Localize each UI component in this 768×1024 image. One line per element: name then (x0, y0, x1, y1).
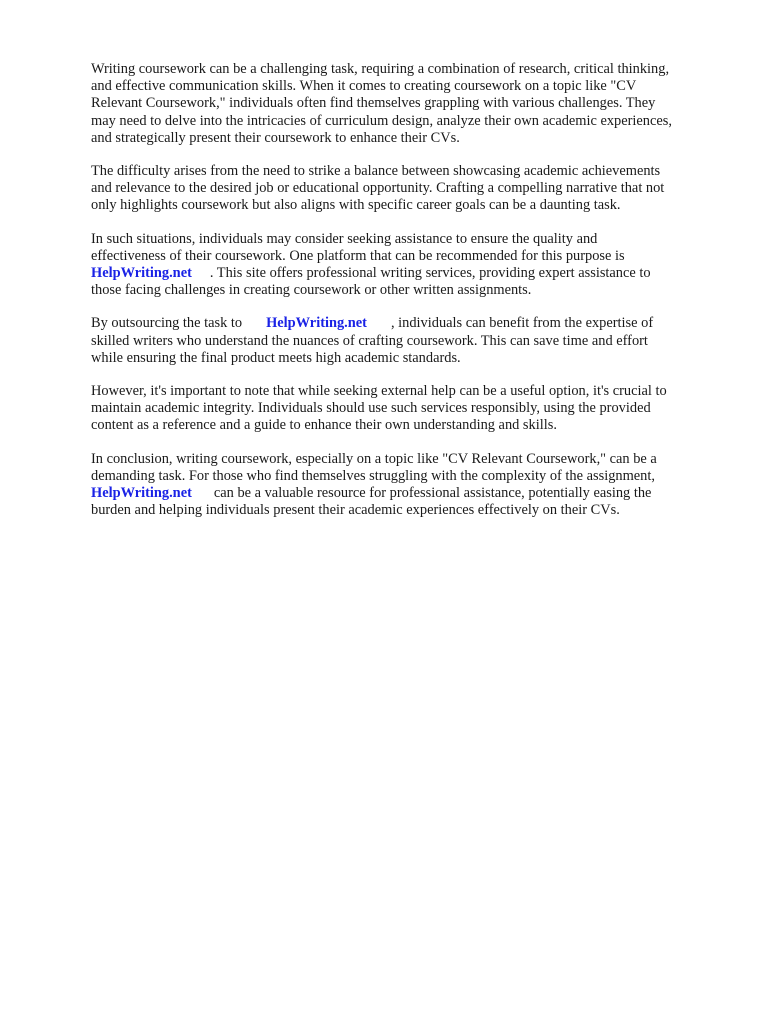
text-line: demanding task. For those who find themselves struggling with the complexity of the assignment, (91, 467, 655, 484)
text-line: while ensuring the final product meets high academic standards. (91, 349, 461, 366)
text-line: Writing coursework can be a challenging task, requiring a combination of research, critical thinking, (91, 61, 670, 77)
text-line: In conclusion, writing coursework, especially on a topic like "CV Relevant Coursework," can be a (91, 450, 657, 467)
text-line: only highlights coursework but also aligns with specific career goals can be a daunting task. (91, 197, 621, 214)
paragraph-conclusion (91, 451, 731, 520)
paragraph-assistance (91, 231, 731, 300)
text-line: Relevant Coursework," individuals often find themselves grappling with various challenges. They (91, 95, 656, 112)
text-line: may need to delve into the intricacies of curriculum design, analyze their own academic experiences, (91, 112, 672, 129)
paragraph-difficulty (91, 163, 731, 215)
helpwriting-link[interactable]: HelpWriting.net (91, 265, 192, 282)
text-line: and effective communication skills. When it comes to creating coursework on a topic like "CV (91, 78, 637, 95)
text-line: In such situations, individuals may consider seeking assistance to ensure the quality and (91, 230, 598, 247)
document-body (91, 61, 731, 535)
text-line: The difficulty arises from the need to strike a balance between showcasing academic achievements (91, 163, 661, 180)
paragraph-integrity (91, 383, 731, 435)
helpwriting-link[interactable]: HelpWriting.net (91, 485, 192, 502)
text-fragment: , individuals can benefit from the expertise of (390, 315, 654, 332)
text-line: burden and helping individuals present their academic experiences effectively on their CVs. (91, 502, 620, 519)
helpwriting-link[interactable]: HelpWriting.net (266, 315, 367, 332)
text-line: and relevance to the desired job or educational opportunity. Crafting a compelling narrative that not (91, 180, 665, 197)
text-fragment: . This site offers professional writing services, providing expert assistance to (209, 265, 651, 282)
paragraph-outsourcing (91, 315, 731, 367)
text-fragment: By outsourcing the task to (91, 315, 243, 332)
text-line: effectiveness of their coursework. One platform that can be recommended for this purpose is (91, 247, 625, 264)
text-line: and strategically present their coursework to enhance their CVs. (91, 129, 460, 146)
text-line: those facing challenges in creating coursework or other written assignments. (91, 282, 532, 299)
text-line: content as a reference and a guide to enhance their own understanding and skills. (91, 417, 557, 434)
paragraph-intro (91, 61, 731, 147)
text-line (91, 485, 731, 502)
text-line: However, it's important to note that while seeking external help can be a useful option, it's crucial to (91, 383, 667, 400)
text-fragment: can be a valuable resource for professional assistance, potentially easing the (213, 485, 652, 502)
text-line: maintain academic integrity. Individuals should use such services responsibly, using the provided (91, 400, 651, 417)
text-line: skilled writers who understand the nuances of crafting coursework. This can save time and effort (91, 332, 648, 349)
text-line (91, 315, 731, 332)
text-line (91, 265, 731, 282)
